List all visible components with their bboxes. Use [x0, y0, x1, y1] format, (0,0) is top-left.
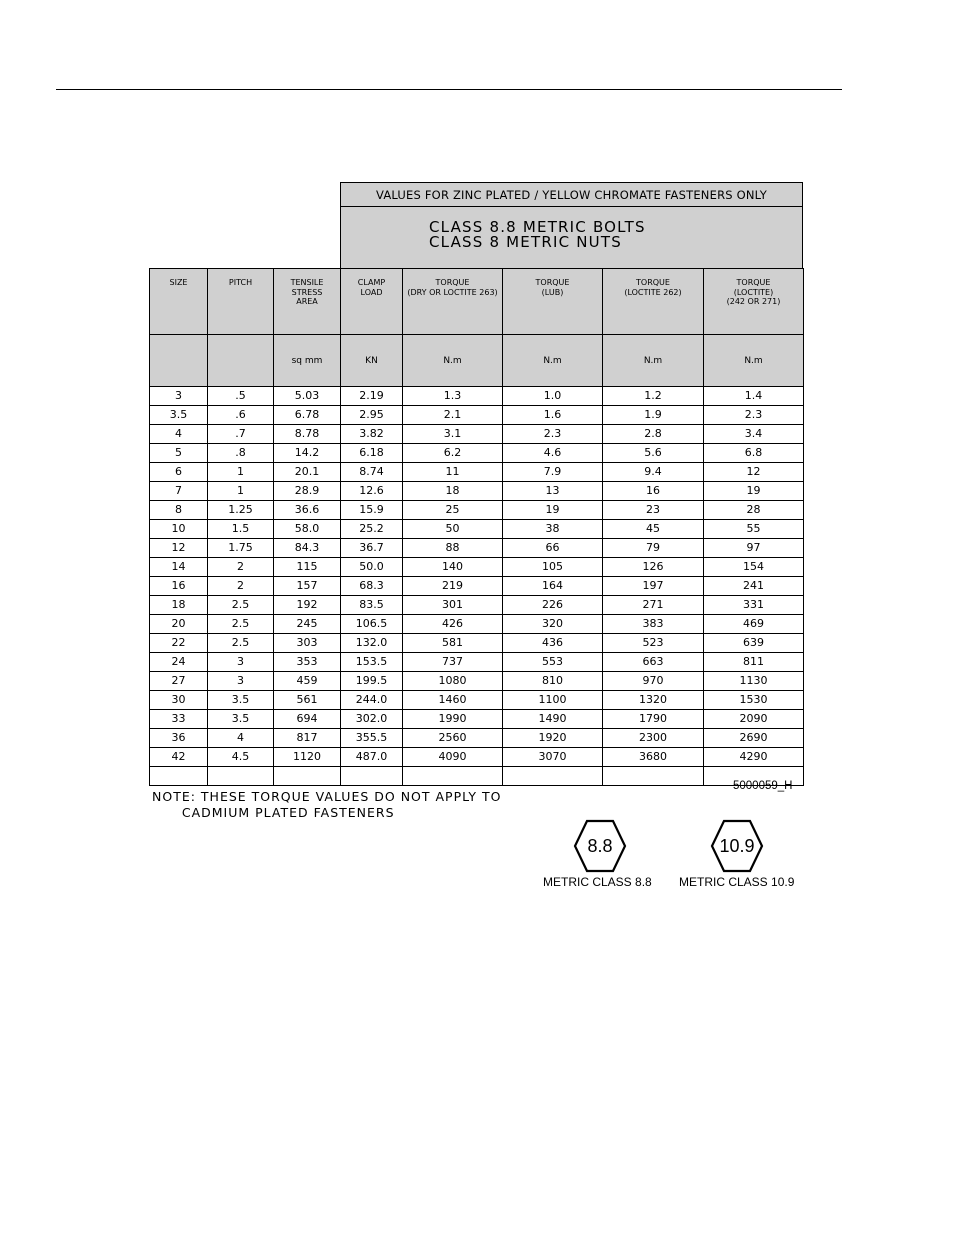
table-row	[150, 387, 804, 406]
table-cell: 84.3	[274, 539, 341, 558]
badge-class-8-8	[573, 819, 627, 878]
column-header: PITCH	[208, 269, 274, 335]
table-cell: 3.5	[208, 691, 274, 710]
table-cell: 4	[150, 425, 208, 444]
table-cell: 817	[274, 729, 341, 748]
table-cell: 36	[150, 729, 208, 748]
table-cell: 19	[503, 501, 603, 520]
table-cell: 3.4	[704, 425, 804, 444]
table-cell: 2.5	[208, 634, 274, 653]
table-cell: 18	[150, 596, 208, 615]
table-cell: 1.4	[704, 387, 804, 406]
table-cell: .5	[208, 387, 274, 406]
table-cell: 3	[208, 672, 274, 691]
table-cell: 301	[403, 596, 503, 615]
table-row	[150, 710, 804, 729]
table-row	[150, 634, 804, 653]
hex-bolt-head-icon	[710, 819, 764, 873]
empty-cell	[503, 767, 603, 786]
table-cell: .6	[208, 406, 274, 425]
table-cell: 20.1	[274, 463, 341, 482]
table-cell: 23	[603, 501, 704, 520]
table-cell: 3070	[503, 748, 603, 767]
table-cell: 241	[704, 577, 804, 596]
table-cell: 4090	[403, 748, 503, 767]
column-unit: sq mm	[274, 335, 341, 387]
table-cell: 4	[208, 729, 274, 748]
table-cell: 28	[704, 501, 804, 520]
table-cell: 36.7	[341, 539, 403, 558]
table-cell: 2.1	[403, 406, 503, 425]
table-cell: 694	[274, 710, 341, 729]
table-cell: 18	[403, 482, 503, 501]
banner-bolt-class: CLASS 8.8 METRIC BOLTS	[429, 218, 646, 236]
table-cell: 45	[603, 520, 704, 539]
table-cell: 1.2	[603, 387, 704, 406]
table-cell: 1320	[603, 691, 704, 710]
hex-bolt-head-icon	[573, 819, 627, 873]
fastener-banner	[340, 182, 803, 269]
table-cell: 4.5	[208, 748, 274, 767]
table-cell: 58.0	[274, 520, 341, 539]
table-row	[150, 615, 804, 634]
table-cell: 355.5	[341, 729, 403, 748]
empty-row	[150, 767, 804, 786]
table-cell: 2090	[704, 710, 804, 729]
table-cell: 106.5	[341, 615, 403, 634]
table-cell: 3	[150, 387, 208, 406]
table-cell: 271	[603, 596, 704, 615]
table-cell: 426	[403, 615, 503, 634]
header-row	[150, 269, 804, 335]
empty-cell	[403, 767, 503, 786]
table-cell: 2.3	[704, 406, 804, 425]
table-cell: 6	[150, 463, 208, 482]
table-cell: 10	[150, 520, 208, 539]
banner-title: VALUES FOR ZINC PLATED / YELLOW CHROMATE FASTENERS ONLY	[341, 183, 802, 207]
table-row	[150, 444, 804, 463]
table-cell: 226	[503, 596, 603, 615]
table-cell: 1.25	[208, 501, 274, 520]
table-row	[150, 539, 804, 558]
table-cell: 7.9	[503, 463, 603, 482]
table-cell: 3.5	[150, 406, 208, 425]
table-cell: 8.74	[341, 463, 403, 482]
table-cell: 164	[503, 577, 603, 596]
column-header: TORQUE (LUB)	[503, 269, 603, 335]
table-row	[150, 748, 804, 767]
empty-cell	[274, 767, 341, 786]
table-cell: 97	[704, 539, 804, 558]
table-cell: 8	[150, 501, 208, 520]
table-cell: 38	[503, 520, 603, 539]
table-cell: 245	[274, 615, 341, 634]
table-cell: 2560	[403, 729, 503, 748]
table-cell: 561	[274, 691, 341, 710]
column-unit	[150, 335, 208, 387]
table-cell: 192	[274, 596, 341, 615]
table-row	[150, 577, 804, 596]
column-unit: N.m	[503, 335, 603, 387]
table-cell: 13	[503, 482, 603, 501]
table-cell: 197	[603, 577, 704, 596]
table-cell: 33	[150, 710, 208, 729]
table-cell: 132.0	[341, 634, 403, 653]
table-cell: 331	[704, 596, 804, 615]
badge-label: 8.8	[587, 836, 613, 856]
table-cell: 3	[208, 653, 274, 672]
table-cell: 811	[704, 653, 804, 672]
table-row	[150, 425, 804, 444]
table-cell: 1080	[403, 672, 503, 691]
table-cell: 14	[150, 558, 208, 577]
table-cell: 320	[503, 615, 603, 634]
table-cell: 68.3	[341, 577, 403, 596]
table-cell: 553	[503, 653, 603, 672]
empty-cell	[341, 767, 403, 786]
table-cell: 1790	[603, 710, 704, 729]
table-cell: 105	[503, 558, 603, 577]
table-cell: 639	[704, 634, 804, 653]
table-cell: 6.78	[274, 406, 341, 425]
table-cell: 1	[208, 482, 274, 501]
table-cell: 2.5	[208, 615, 274, 634]
column-unit: N.m	[403, 335, 503, 387]
table-row	[150, 691, 804, 710]
table-cell: 6.8	[704, 444, 804, 463]
units-row	[150, 335, 804, 387]
table-cell: 2300	[603, 729, 704, 748]
table-cell: 140	[403, 558, 503, 577]
table-row	[150, 596, 804, 615]
table-cell: 1120	[274, 748, 341, 767]
table-row	[150, 406, 804, 425]
table-row	[150, 672, 804, 691]
table-cell: 2.8	[603, 425, 704, 444]
table-row	[150, 558, 804, 577]
header-rule	[56, 89, 842, 90]
table-cell: 2690	[704, 729, 804, 748]
note-line-2: CADMIUM PLATED FASTENERS	[152, 805, 395, 820]
table-cell: 88	[403, 539, 503, 558]
table-cell: 199.5	[341, 672, 403, 691]
table-cell: 663	[603, 653, 704, 672]
table-row	[150, 653, 804, 672]
table-cell: 3680	[603, 748, 704, 767]
column-header: CLAMP LOAD	[341, 269, 403, 335]
table-cell: 157	[274, 577, 341, 596]
table-cell: 3.5	[208, 710, 274, 729]
badge-caption: METRIC CLASS 8.8	[543, 875, 652, 889]
table-cell: 154	[704, 558, 804, 577]
table-cell: 810	[503, 672, 603, 691]
table-cell: 1.3	[403, 387, 503, 406]
table-cell: 303	[274, 634, 341, 653]
table-cell: 126	[603, 558, 704, 577]
table-cell: 83.5	[341, 596, 403, 615]
table-cell: 11	[403, 463, 503, 482]
badge-class-10-9	[710, 819, 764, 878]
table-cell: 12	[150, 539, 208, 558]
table-cell: 2	[208, 577, 274, 596]
table-cell: 4.6	[503, 444, 603, 463]
table-cell: 14.2	[274, 444, 341, 463]
table-cell: 2.3	[503, 425, 603, 444]
table-cell: 487.0	[341, 748, 403, 767]
table-cell: .8	[208, 444, 274, 463]
table-cell: 1130	[704, 672, 804, 691]
table-row	[150, 501, 804, 520]
table-cell: 581	[403, 634, 503, 653]
table-cell: 2.95	[341, 406, 403, 425]
column-unit	[208, 335, 274, 387]
table-cell: 5.03	[274, 387, 341, 406]
empty-cell	[208, 767, 274, 786]
table-cell: 27	[150, 672, 208, 691]
torque-note	[152, 789, 502, 821]
table-cell: 25	[403, 501, 503, 520]
column-header: TORQUE (LOCTITE) (242 OR 271)	[704, 269, 804, 335]
table-cell: 1460	[403, 691, 503, 710]
table-cell: 36.6	[274, 501, 341, 520]
table-cell: 1.5	[208, 520, 274, 539]
table-cell: 1920	[503, 729, 603, 748]
table-cell: 383	[603, 615, 704, 634]
table-cell: 353	[274, 653, 341, 672]
table-cell: 2	[208, 558, 274, 577]
badge-label: 10.9	[719, 836, 755, 856]
table-cell: 50	[403, 520, 503, 539]
table-cell: 5	[150, 444, 208, 463]
empty-cell	[150, 767, 208, 786]
table-cell: 16	[150, 577, 208, 596]
table-cell: 469	[704, 615, 804, 634]
table-cell: 970	[603, 672, 704, 691]
figure-id: 5000059_H	[733, 780, 793, 792]
torque-table	[149, 268, 804, 786]
table-cell: 6.2	[403, 444, 503, 463]
column-header: TENSILE STRESS AREA	[274, 269, 341, 335]
table-cell: 42	[150, 748, 208, 767]
column-header: TORQUE (LOCTITE 262)	[603, 269, 704, 335]
table-cell: 8.78	[274, 425, 341, 444]
table-cell: 1	[208, 463, 274, 482]
table-cell: 2.19	[341, 387, 403, 406]
table-cell: 1.9	[603, 406, 704, 425]
banner-nut-class: CLASS 8 METRIC NUTS	[429, 233, 622, 251]
table-cell: 20	[150, 615, 208, 634]
banner-class-text	[341, 207, 802, 250]
table-cell: 12.6	[341, 482, 403, 501]
empty-cell	[603, 767, 704, 786]
table-cell: 50.0	[341, 558, 403, 577]
table-cell: .7	[208, 425, 274, 444]
table-cell: 219	[403, 577, 503, 596]
table-cell: 24	[150, 653, 208, 672]
table-cell: 459	[274, 672, 341, 691]
table-cell: 2.5	[208, 596, 274, 615]
table-cell: 79	[603, 539, 704, 558]
table-cell: 244.0	[341, 691, 403, 710]
table-row	[150, 520, 804, 539]
table-cell: 7	[150, 482, 208, 501]
table-cell: 523	[603, 634, 704, 653]
table-cell: 3.82	[341, 425, 403, 444]
table-cell: 25.2	[341, 520, 403, 539]
table-cell: 1530	[704, 691, 804, 710]
column-header: SIZE	[150, 269, 208, 335]
table-row	[150, 482, 804, 501]
column-header: TORQUE (DRY OR LOCTITE 263)	[403, 269, 503, 335]
table-cell: 12	[704, 463, 804, 482]
table-cell: 1.75	[208, 539, 274, 558]
table-cell: 19	[704, 482, 804, 501]
table-cell: 436	[503, 634, 603, 653]
table-cell: 9.4	[603, 463, 704, 482]
table-cell: 6.18	[341, 444, 403, 463]
table-cell: 115	[274, 558, 341, 577]
table-cell: 55	[704, 520, 804, 539]
table-cell: 15.9	[341, 501, 403, 520]
table-cell: 30	[150, 691, 208, 710]
table-cell: 737	[403, 653, 503, 672]
column-unit: N.m	[603, 335, 704, 387]
table-cell: 302.0	[341, 710, 403, 729]
table-cell: 1990	[403, 710, 503, 729]
table-cell: 4290	[704, 748, 804, 767]
table-cell: 66	[503, 539, 603, 558]
column-unit: N.m	[704, 335, 804, 387]
table-row	[150, 463, 804, 482]
table-cell: 1.6	[503, 406, 603, 425]
table-cell: 5.6	[603, 444, 704, 463]
note-line-1: NOTE: THESE TORQUE VALUES DO NOT APPLY TO	[152, 789, 502, 804]
table-cell: 1100	[503, 691, 603, 710]
table-cell: 1.0	[503, 387, 603, 406]
table-cell: 3.1	[403, 425, 503, 444]
table-cell: 28.9	[274, 482, 341, 501]
table-cell: 22	[150, 634, 208, 653]
table-row	[150, 729, 804, 748]
table-cell: 153.5	[341, 653, 403, 672]
badge-caption: METRIC CLASS 10.9	[679, 875, 795, 889]
column-unit: KN	[341, 335, 403, 387]
table-cell: 16	[603, 482, 704, 501]
table-cell: 1490	[503, 710, 603, 729]
